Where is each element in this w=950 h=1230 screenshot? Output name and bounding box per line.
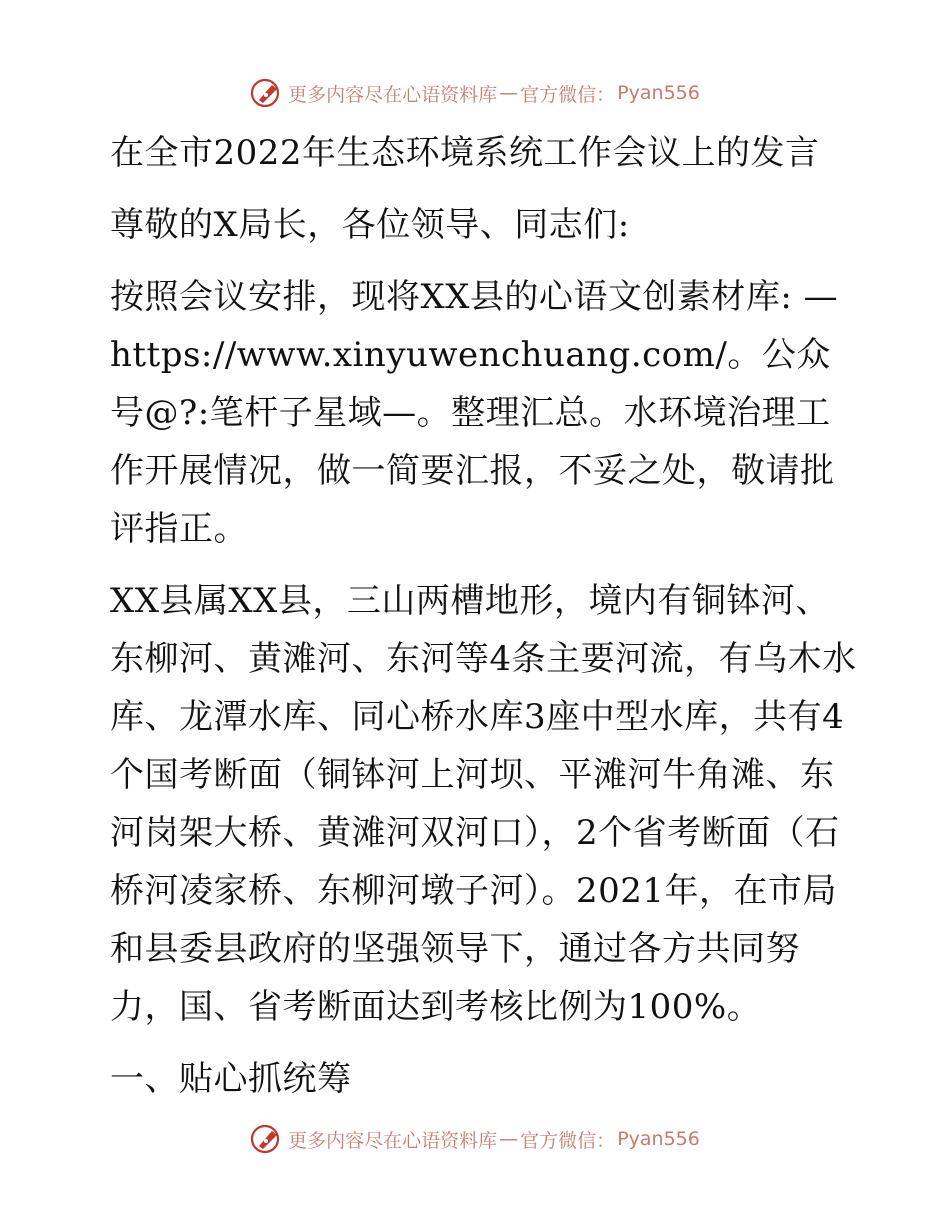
watermark-separator: — (499, 82, 519, 104)
footer-watermark (0, 1122, 950, 1156)
watermark-wechat-label: 官方微信： (520, 83, 616, 106)
pen-nib-logo-icon (250, 76, 284, 110)
watermark-text: 更多内容尽在心语资料库 (288, 83, 498, 106)
paragraph-intro: 按照会议安排，现将XX县的心语文创素材库: —https://www.xinyuwenchuang.com/。公众号@?:笔杆子星域—。整理汇总。水环境治理工作开展情况，做一简要汇报，不妥之处，敬请批评指正。 (110, 277, 839, 549)
watermark-separator: — (499, 1128, 519, 1150)
watermark-wechat-label: 官方微信： (520, 1129, 616, 1152)
section-heading: 一、贴心抓统筹 (110, 1059, 352, 1099)
watermark-wechat-id: Pyan556 (617, 82, 700, 104)
watermark-wechat-id: Pyan556 (617, 1128, 700, 1150)
salutation: 尊敬的X局长，各位领导、同志们: (110, 205, 630, 245)
pen-nib-logo-icon (250, 1122, 284, 1156)
watermark-text: 更多内容尽在心语资料库 (288, 1129, 498, 1152)
header-watermark (0, 76, 950, 110)
document-title: 在全市2022年生态环境系统工作会议上的发言 (110, 133, 820, 173)
paragraph-overview: XX县属XX县，三山两槽地形，境内有铜钵河、东柳河、黄滩河、东河等4条主要河流，有乌木水库、龙潭水库、同心桥水库3座中型水库，共有4个国考断面（铜钵河上河坝、平滩河牛角滩、东河岗架大桥、黄滩河双河口），2个省考断面（石桥河凌家桥、东柳河墩子河）。2021年，在市局和县委县政府的坚强领导下，通过各方共同努力，国、省考断面达到考核比例为100%。 (110, 581, 857, 1027)
document-body (98, 124, 858, 1122)
